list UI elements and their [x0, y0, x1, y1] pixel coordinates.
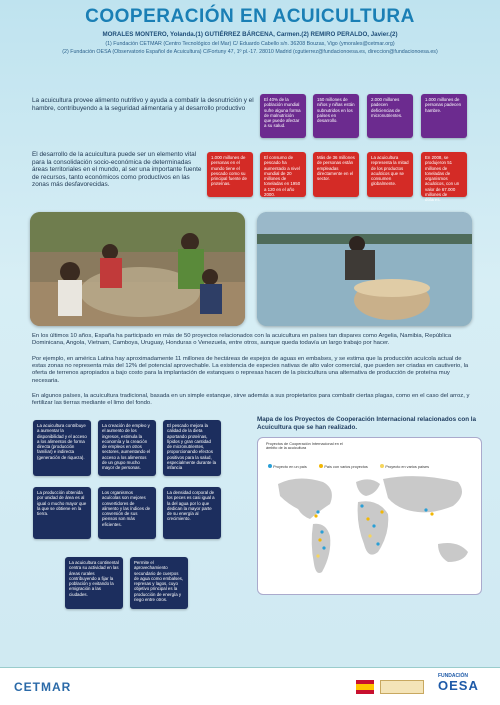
stat-box-red: 1.000 millones de personas en el mundo tiene el pescado como su principal fuente de proteínas.	[207, 152, 253, 197]
benefit-box: La densidad corporal de los peces es casi igual a la del agua por lo que dedican la mayor parte de su energía al crecimiento.	[163, 487, 221, 539]
legend-item: País con varios proyectos	[319, 464, 368, 469]
legend-item: Proyecto en un país	[268, 464, 307, 469]
benefit-box: La producción obtenida por unidad de área es al igual o mucho mayor que la que se obtiene en la tierra.	[33, 487, 91, 539]
benefit-box: Permite el aprovechamiento secundario de cuerpos de agua como embalses, represas y lagos, cuyo objetivo principal es la producción de energía y riego entre otros.	[130, 557, 188, 609]
oesa-logo: OESA	[438, 678, 479, 693]
stat-box-red: La acuicultura representa la mitad de los productos acuáticos que se consumen globalmente.	[367, 152, 413, 197]
fishing-net-photo	[30, 212, 245, 326]
affiliation-2: (2) Fundación OESA (Observatorio Español de Acuicultura) C/Fortuny 47, 1º pl.-17. 28010 Madrid (cgutierrez@fundacionoesa.es, direccion@fundacionoesa.es)	[62, 49, 438, 55]
world-map-graphic	[258, 464, 483, 594]
intro-paragraph-2: El desarrollo de la acuicultura puede ser un elemento vital para la consolidación socio-económica de determinadas áreas territoriales en el mundo, al ser una importante fuente de recursos, tanto económicos como productivos en las zonas más desfavorecidas.	[32, 151, 202, 189]
body-paragraph-2: Por ejemplo, en américa Latina hay aproximadamente 11 millones de hectáreas de espejos de aguas en embalses, y se estima que la producción acuícola actual de estas zonas no representa más del 12% del potencial aprovechable. La existencia de especies nativas de alto valor comercial, que pueden ser criadas en cautiverio, la oferta de terrenos apropiados a bajo costo para la implantación de estanques o represas hacen de la piscicultura una alternativa de producción de proteína muy necesaria.	[32, 356, 469, 384]
benefit-box: El pescado mejora la calidad de la dieta aportando proteínas, lípidos y gran cantidad de micronutrientes, proporcionando efectos positivos para la salud, especialmente durante la infancia	[163, 420, 221, 476]
cetmar-logo: CETMAR	[14, 680, 72, 694]
poster-title: COOPERACIÓN EN ACUICULTURA	[85, 6, 415, 27]
benefit-box: Los organismos acuícolas son mejores convertidores de alimento y las índices de conversión de sus piensos son más eficientes.	[98, 487, 156, 539]
stat-box-purple: 1.000 millones de personas padecen hambre.	[421, 94, 467, 138]
stat-box-purple: 150 millones de niños y niñas están subnutridos en los países en desarrollo.	[313, 94, 359, 138]
body-paragraph-3: En algunos países, la acuicultura tradicional, basada en un simple estanque, sirve además a sus propietarios para combatir ciertas plagas, como en el caso del arroz, y fertilizar las tierras mediante el limo del fondo.	[32, 393, 470, 407]
map-title: Mapa de los Proyectos de Cooperación Internacional relacionados con la Acuicultura que se han realizado.	[257, 416, 477, 431]
legend-item: Proyecto en varios países	[380, 464, 429, 469]
footer	[0, 667, 500, 705]
benefit-box: La acuicultura contribuye a aumentar la disponibilidad y el acceso a los alimentos de forma directa (producción familiar) e indirecta (generación de riqueza).	[33, 420, 91, 476]
body-paragraph-1: En los últimos 10 años, España ha participado en más de 50 proyectos relacionados con la acuicultura en países tan dispares como Argelia, Namibia, República Dominicana, Angola, Vietnam, Camboya, Uruguay, Honduras o Venezuela, entre otros, aunque queda todavía un largo trabajo por hacer.	[32, 333, 452, 347]
fundacion-label: FUNDACIÓN	[438, 673, 468, 679]
map-legend-title: Proyectos de Cooperación Internacional en el ámbito de la acuicultura	[266, 442, 343, 450]
stat-box-red: Más de 36 millones de personas están empleadas directamente en el sector.	[313, 152, 359, 197]
world-map	[257, 437, 482, 595]
affiliation-1: (1) Fundación CETMAR (Centro Tecnológico del Mar) C/ Eduardo Cabello s/n. 36208 Bouzas, Vigo (ymorales@cetmar.org)	[105, 41, 395, 47]
authors: MORALES MONTERO, Yolanda.(1) GUTIÉRREZ BÁRCENA, Carmen.(2) REMIRO PERALDO, Javier.(2)	[102, 31, 398, 38]
spain-flag-icon	[356, 680, 374, 694]
benefit-box: La acuicultura continental centra su actividad en las áreas rurales contribuyendo a fijar la población y evitando la emigración a las ciudades.	[65, 557, 123, 609]
fish-basket-photo	[257, 212, 472, 326]
stat-box-red: En 2008, se produjeron 51 millones de toneladas de organismos acuáticos, con un valor de 67.000 millones de dólares.	[421, 152, 467, 197]
stat-box-purple: 2.000 millones padecen deficiencias de micronutrientes.	[367, 94, 413, 138]
benefit-box: La creación de empleo y el aumento de los ingresos, estimula la economía y la creación de empleos en otros sectores, aumentando el acceso a los alimentos de un grupo mucho mayor de personas.	[98, 420, 156, 476]
ministry-logo	[380, 680, 424, 694]
stat-box-purple: El 40% de la población mundial sufre alguna forma de malnutrición que puede afectar a su salud.	[260, 94, 306, 138]
intro-paragraph-1: La acuicultura provee alimento nutritivo y ayuda a combatir la desnutrición y el hambre, contribuyendo a la seguridad alimentaria y al desarrollo productivo	[32, 97, 254, 112]
stat-box-red: El consumo de pescado ha aumentado a nivel mundial de 20 millones de toneladas en 1950 a 120 en el año 2000.	[260, 152, 306, 197]
